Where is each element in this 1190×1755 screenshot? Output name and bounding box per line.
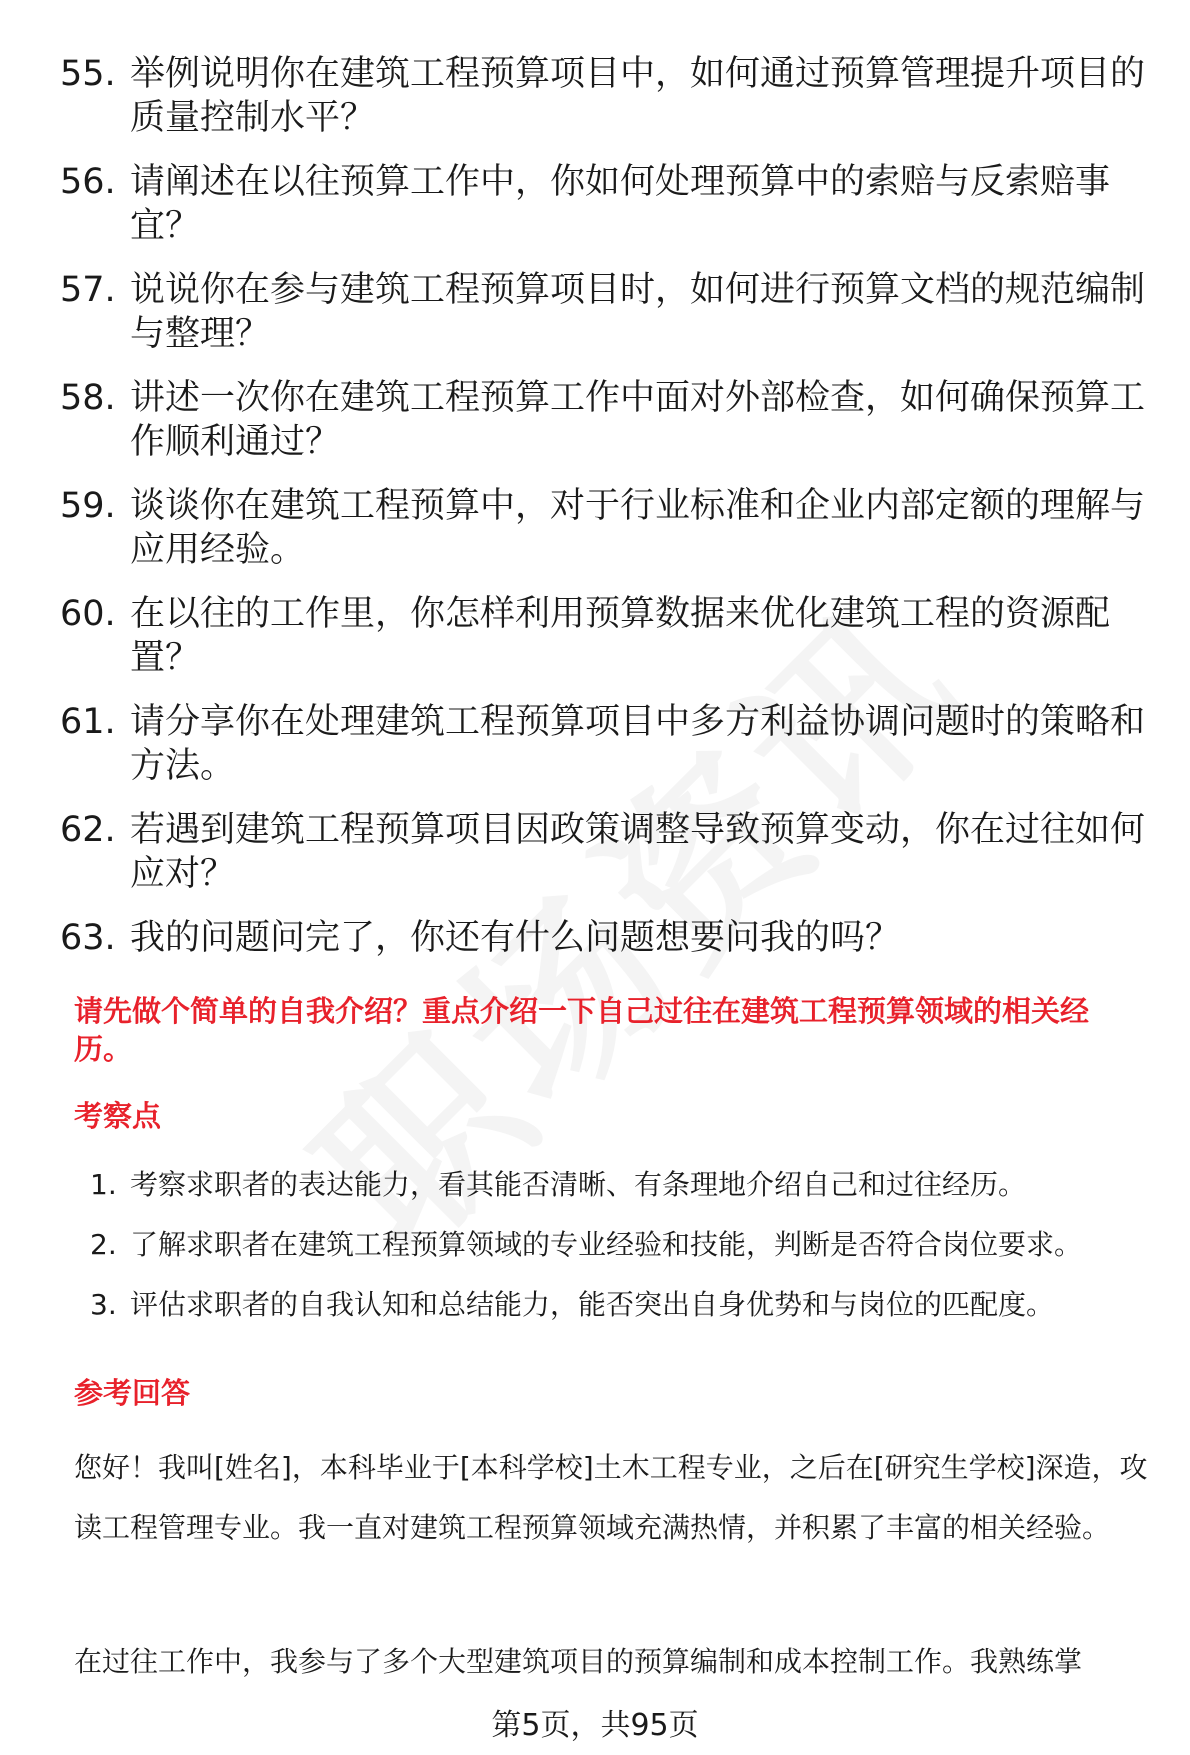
question-number: 58. — [60, 378, 116, 418]
question-number: 56. — [60, 162, 116, 202]
list-item — [90, 1167, 1170, 1203]
question-number: 55. — [60, 54, 116, 94]
question-number: 61. — [60, 702, 116, 742]
page-footer: 第5页，共95页 — [491, 1708, 699, 1743]
question-number: 63. — [60, 918, 116, 958]
question-item — [60, 916, 1160, 960]
question-text: 我的问题问完了，你还有什么问题想要问我的吗？ — [130, 918, 901, 958]
question-number: 59. — [60, 486, 116, 526]
answer-heading: 参考回答 — [74, 1376, 191, 1410]
question-item — [60, 484, 1160, 572]
point-number: 2. — [90, 1228, 117, 1261]
point-text: 了解求职者在建筑工程预算领域的专业经验和技能，判断是否符合岗位要求。 — [130, 1228, 1083, 1261]
answer-paragraph-2: 在过往工作中，我参与了多个大型建筑项目的预算编制和成本控制工作。我熟练掌 — [74, 1645, 1083, 1678]
question-text: 请分享你在处理建筑工程预算项目中多方利益协调问题时的策略和方法。 — [130, 702, 1146, 786]
question-number: 60. — [60, 594, 116, 634]
question-text: 讲述一次你在建筑工程预算工作中面对外部检查，如何确保预算工作顺利通过？ — [130, 378, 1146, 462]
question-item — [60, 160, 1160, 248]
point-text: 考察求职者的表达能力，看其能否清晰、有条理地介绍自己和过往经历。 — [130, 1168, 1027, 1201]
question-number: 57. — [60, 270, 116, 310]
points-heading: 考察点 — [74, 1099, 162, 1133]
question-item — [60, 592, 1160, 680]
question-item — [60, 808, 1160, 896]
question-text: 说说你在参与建筑工程预算项目时，如何进行预算文档的规范编制与整理？ — [130, 270, 1146, 354]
question-item — [60, 52, 1160, 140]
question-text: 举例说明你在建筑工程预算项目中，如何通过预算管理提升项目的质量控制水平？ — [130, 54, 1146, 138]
point-number: 3. — [90, 1288, 117, 1321]
question-list — [60, 52, 1160, 980]
question-text: 在以往的工作里，你怎样利用预算数据来优化建筑工程的资源配置？ — [130, 594, 1111, 678]
question-text: 若遇到建筑工程预算项目因政策调整导致预算变动，你在过往如何应对？ — [130, 810, 1146, 894]
list-item — [90, 1287, 1170, 1323]
point-text: 评估求职者的自我认知和总结能力，能否突出自身优势和与岗位的匹配度。 — [130, 1288, 1055, 1321]
points-list — [90, 1167, 1170, 1347]
question-item — [60, 268, 1160, 356]
point-number: 1. — [90, 1168, 117, 1201]
list-item — [90, 1227, 1170, 1263]
question-item — [60, 700, 1160, 788]
question-number: 62. — [60, 810, 116, 850]
question-text: 请阐述在以往预算工作中，你如何处理预算中的索赔与反索赔事宜？ — [130, 162, 1111, 246]
question-text: 谈谈你在建筑工程预算中，对于行业标准和企业内部定额的理解与应用经验。 — [130, 486, 1146, 570]
section-title: 请先做个简单的自我介绍？重点介绍一下自己过往在建筑工程预算领域的相关经历。 — [74, 994, 1090, 1066]
question-item — [60, 376, 1160, 464]
answer-paragraph-1: 您好！我叫[姓名]，本科毕业于[本科学校]土木工程专业，之后在[研究生学校]深造，攻读工程管理专业。我一直对建筑工程预算领域充满热情，并积累了丰富的相关经验。 — [74, 1451, 1148, 1544]
